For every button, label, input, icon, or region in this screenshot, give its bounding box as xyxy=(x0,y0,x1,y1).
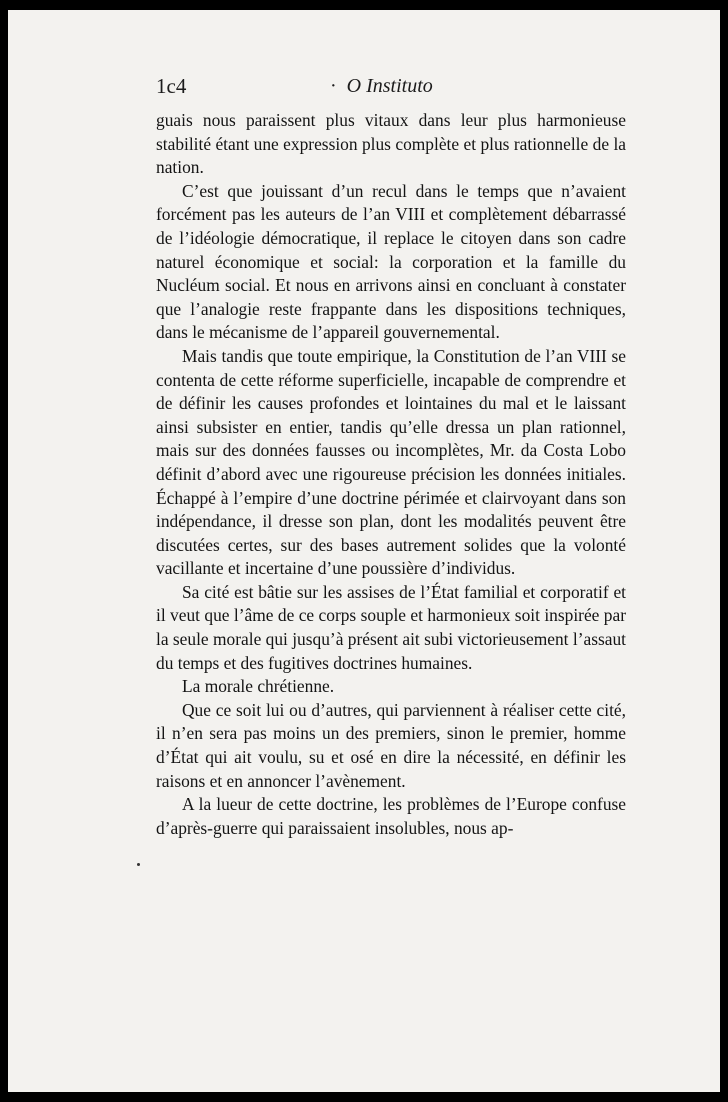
paragraph-1: guais nous paraissent plus vitaux dans leur plus harmonieuse stabilité étant une expression plus complète et plus rationnelle de la nation. xyxy=(156,110,626,178)
book-page xyxy=(8,10,720,1092)
header-separator: · xyxy=(330,75,337,97)
paragraph-5: La morale chrétienne. xyxy=(182,676,335,697)
body-text xyxy=(156,109,626,840)
running-title: O Instituto xyxy=(346,75,433,97)
page-number: 1c4 xyxy=(156,74,187,98)
paragraph-6: Que ce soit lui ou d’autres, qui parviennent à réaliser cette cité, il n’en sera pas moins un des premiers, sinon le premier, homme d’État qui ait voulu, su et osé en dire la nécessité, en définir les raisons et en annoncer l’avènement. xyxy=(156,699,626,791)
running-title-group xyxy=(330,75,433,98)
paragraph-7: A la lueur de cette doctrine, les problèmes de l’Europe confuse d’après-guerre qui paraissaient insolubles, nous ap- xyxy=(156,794,626,838)
page-header xyxy=(156,68,636,108)
paragraph-3: Mais tandis que toute empirique, la Constitution de l’an VIII se contenta de cette réforme superficielle, incapable de comprendre et de définir les causes profondes et lointaines du mal et le laissant ainsi subsister en entier, tandis qu’elle dressa un plan rationnel, mais sur des données fausses ou incomplètes, Mr. da Costa Lobo définit d’abord avec une rigoureuse précision les données initiales. Échappé à l’empire d’une doctrine périmée et clairvoyant dans son indépendance, il dresse son plan, dont les modalités peuvent être discutées certes, sur des bases autrement solides que la volonté vacillante et incertaine d’une poussière d’individus. xyxy=(156,345,626,579)
margin-mark xyxy=(137,863,140,866)
paragraph-4: Sa cité est bâtie sur les assises de l’État familial et corporatif et il veut que l’âme de ce corps souple et harmonieux soit inspirée par la seule morale qui jusqu’à présent ait subi victorieusement l’assaut du temps et des fugitives doctrines humaines. xyxy=(156,581,626,673)
paragraph-2: C’est que jouissant d’un recul dans le temps que n’avaient forcément pas les auteurs de l’an VIII et complètement débarrassé de l’idéologie démocratique, il replace le citoyen dans son cadre naturel économique et social: la corporation et la famille du Nucléum social. Et nous en arrivons ainsi en concluant à constater que l’analogie reste frappante dans les dispositions techniques, dans le mécanisme de l’appareil gouvernemental. xyxy=(156,180,626,343)
